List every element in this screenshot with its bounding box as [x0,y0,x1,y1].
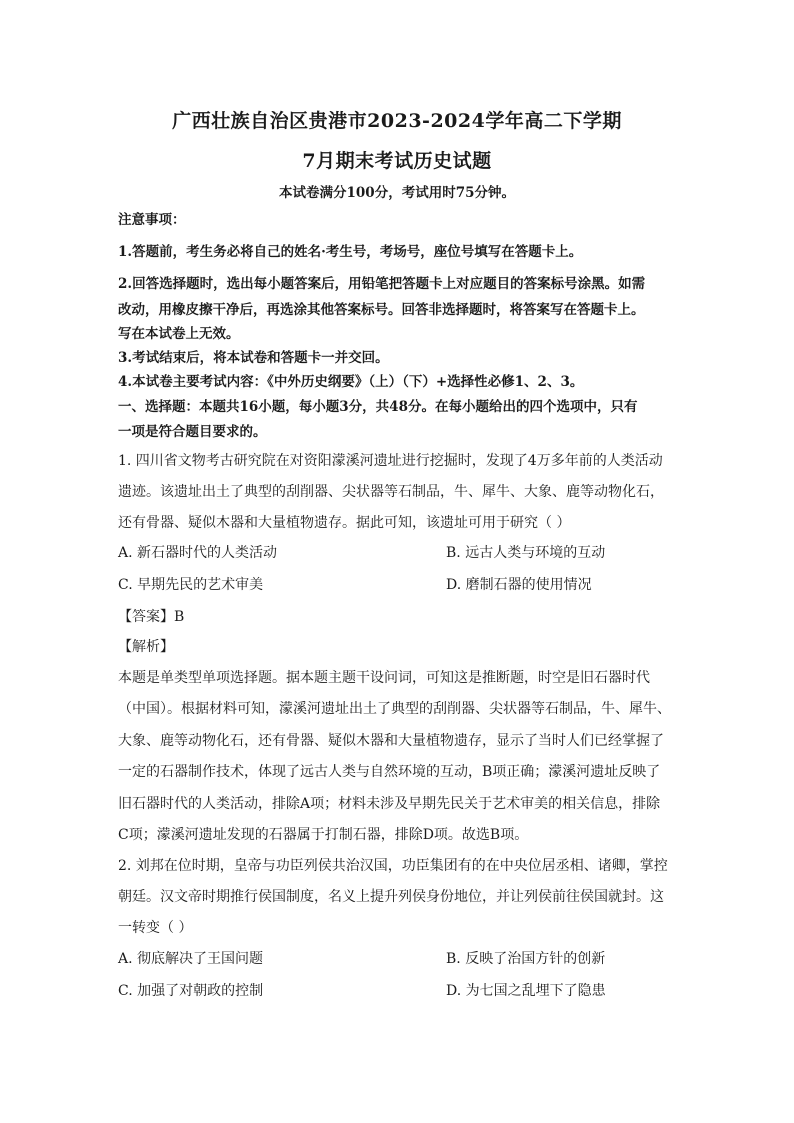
question-1-option-a: A. 新石器时代的人类活动 [118,545,278,561]
note-line: 4.本试卷主要考试内容：《中外历史纲要》（上）（下）+选择性必修1、2、3。 [118,374,584,390]
question-1-answer: 【答案】B [118,609,185,625]
section-heading-line1: 一、选择题：本题共16小题，每小题3分，共48分。在每小题给出的四个选项中，只有 [118,399,638,415]
question-1-analysis-line: 本题是单类型单项选择题。据本题主题干设问词，可知这是推断题，时空是旧石器时代 [118,670,650,686]
page-title-line2: 7月期末考试历史试题 [302,150,492,172]
question-2-option-a: A. 彻底解决了王国问题 [118,951,264,967]
section-heading-line2: 一项是符合题目要求的。 [118,424,267,440]
question-1-analysis-line: 一定的石器制作技术，体现了远古人类与自然环境的互动，B项正确；濛溪河遗址反映了 [118,764,661,780]
question-2-option-d: D. 为七国之乱埋下了隐患 [446,983,606,999]
note-line: 1.答题前，考生务必将自己的姓名·考生号，考场号，座位号填写在答题卡上。 [118,244,583,260]
question-1-analysis-label: 【解析】 [118,639,174,655]
question-1-stem: 还有骨器、疑似木器和大量植物遗存。据此可知，该遗址可用于研究（ ） [118,515,571,531]
question-2-option-c: C. 加强了对朝政的控制 [118,983,264,999]
question-1-analysis-line: C项；濛溪河遗址发现的石器属于打制石器，排除D项。故选B项。 [118,827,529,843]
question-2-option-b: B. 反映了治国方针的创新 [446,951,606,967]
question-2-stem: 一转变（ ） [118,920,193,936]
question-1-stem: 1. 四川省文物考古研究院在对资阳濛溪河遗址进行挖掘时，发现了4万多年前的人类活动 [118,453,663,469]
note-line: 改动，用橡皮擦干净后，再选涂其他答案标号。回答非选择题时，将答案写在答题卡上。 [118,302,645,318]
notes-heading: 注意事项： [118,212,186,228]
exam-subtitle: 本试卷满分100分，考试用时75分钟。 [279,185,515,201]
question-1-stem: 遗迹。该遗址出土了典型的刮削器、尖状器等石制品，牛、犀牛、大象、鹿等动物化石， [118,484,664,500]
question-1-analysis-line: 旧石器时代的人类活动，排除A项；材料未涉及早期先民关于艺术审美的相关信息，排除 [118,796,661,812]
note-line: 3.考试结束后，将本试卷和答题卡一并交回。 [118,350,389,366]
note-line: 写在本试卷上无效。 [118,326,240,342]
question-1-option-b: B. 远古人类与环境的互动 [446,545,606,561]
question-1-analysis-line: 大象、鹿等动物化石，还有骨器、疑似木器和大量植物遗存，显示了当时人们已经掌握了 [118,733,664,749]
question-2-stem: 朝廷。汉文帝时期推行侯国制度，名义上提升列侯身份地位，并让列侯前往侯国就封。这 [118,889,664,905]
question-2-stem: 2. 刘邦在位时期，皇帝与功臣列侯共治汉国，功臣集团有的在中央位居丞相、诸卿，掌控 [118,858,668,874]
note-line: 2.回答选择题时，选出每小题答案后，用铅笔把答题卡上对应题目的答案标号涂黑。如需 [118,276,646,292]
page-title-line1: 广西壮族自治区贵港市2023-2024学年高二下学期 [172,110,622,132]
question-1-analysis-line: （中国）。根据材料可知，濛溪河遗址出土了典型的刮削器、尖状器等石制品，牛、犀牛、 [118,701,671,717]
question-1-option-c: C. 早期先民的艺术审美 [118,577,264,593]
question-1-option-d: D. 磨制石器的使用情况 [446,577,592,593]
